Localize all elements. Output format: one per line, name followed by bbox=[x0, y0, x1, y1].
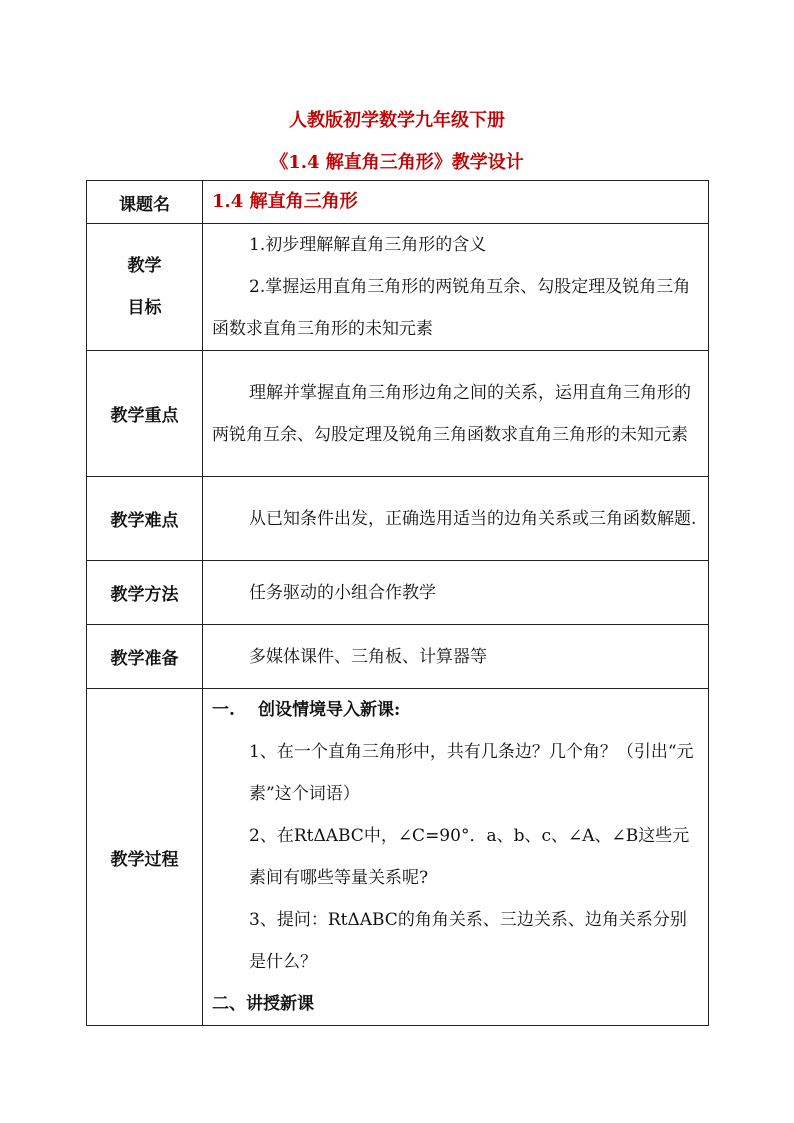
process-question-3: 3、提问：RtΔABC的角角关系、三边关系、边角关系分别是什么？ bbox=[249, 910, 687, 972]
goals-label bbox=[87, 224, 203, 351]
process-question-1: 1、在一个直角三角形中，共有几条边？几个角？（引出“元素”这个词语） bbox=[249, 742, 694, 804]
preparation-text: 多媒体课件、三角板、计算器等 bbox=[249, 646, 487, 667]
process-section-1-number: 一. bbox=[212, 700, 235, 720]
method-cell bbox=[203, 561, 709, 625]
topic-label: 课题名 bbox=[87, 181, 203, 224]
process-section-1-title: 创设情境导入新课: bbox=[258, 700, 401, 720]
goals-label-line1: 教学 bbox=[127, 256, 162, 276]
key-points-label: 教学重点 bbox=[87, 351, 203, 477]
process-section-2-heading: 二、讲授新课 bbox=[212, 994, 314, 1014]
preparation-label: 教学准备 bbox=[87, 625, 203, 689]
process-cell bbox=[203, 689, 709, 1026]
difficulties-cell bbox=[203, 477, 709, 561]
row-key-points bbox=[87, 351, 709, 477]
goal-item-2: 2.掌握运用直角三角形的两锐角互余、勾股定理及锐角三角函数求直角三角形的未知元素 bbox=[212, 277, 691, 339]
document-title: 人教版初学数学九年级下册 bbox=[289, 110, 505, 131]
key-points-text: 理解并掌握直角三角形边角之间的关系，运用直角三角形的两锐角互余、勾股定理及锐角三角函数求直角三角形的未知元素 bbox=[212, 382, 691, 445]
difficulties-text: 从已知条件出发，正确选用适当的边角关系或三角函数解题. bbox=[249, 508, 697, 529]
process-question-2: 2、在RtΔABC中，∠C=90°．a、b、c、∠A、∠B这些元素间有哪些等量关系呢? bbox=[249, 826, 690, 888]
row-process bbox=[87, 689, 709, 1026]
key-points-cell bbox=[203, 351, 709, 477]
row-topic bbox=[87, 181, 709, 224]
preparation-cell bbox=[203, 625, 709, 689]
row-method bbox=[87, 561, 709, 625]
goals-cell bbox=[203, 224, 709, 351]
goal-item-1: 1.初步理解解直角三角形的含义 bbox=[249, 235, 487, 255]
topic-cell bbox=[203, 181, 709, 224]
row-preparation bbox=[87, 625, 709, 689]
row-goals bbox=[87, 224, 709, 351]
row-difficulties bbox=[87, 477, 709, 561]
topic-value: 1.4 解直角三角形 bbox=[212, 191, 358, 212]
goals-label-line2: 目标 bbox=[127, 298, 162, 318]
method-label: 教学方法 bbox=[87, 561, 203, 625]
lesson-plan-table bbox=[86, 180, 709, 1026]
method-text: 任务驱动的小组合作教学 bbox=[249, 582, 436, 603]
document-subtitle: 《1.4 解直角三角形》教学设计 bbox=[270, 152, 524, 173]
difficulties-label: 教学难点 bbox=[87, 477, 203, 561]
process-section-1-heading bbox=[212, 689, 702, 731]
process-label: 教学过程 bbox=[87, 689, 203, 1026]
